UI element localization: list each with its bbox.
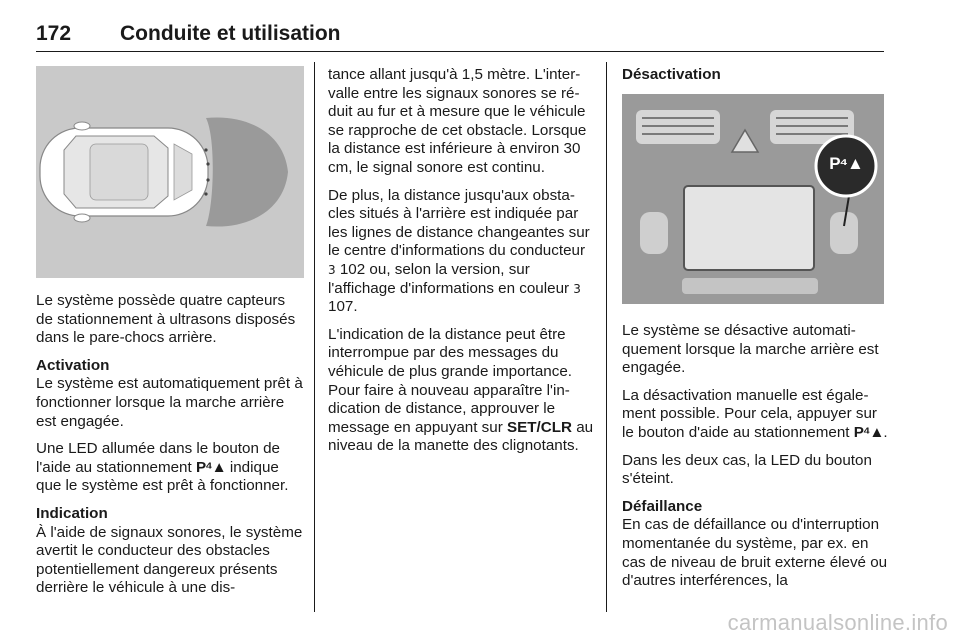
interruption-text-end: au niveau de la manette des clignotants. — [328, 418, 594, 455]
activation-text: Une LED allumée dans le bouton de l'aide au stationnement — [36, 440, 281, 476]
display-paragraph — [328, 187, 596, 317]
manual-deactivation-paragraph — [622, 387, 890, 443]
activation-heading: Activation — [36, 356, 110, 374]
indication-heading: Indication — [36, 504, 108, 522]
watermark: carmanualsonline.info — [727, 610, 948, 635]
park-assist-button-label: P⁴▲ — [829, 154, 863, 173]
distance-paragraph: tance allant jusqu'à 1,5 mètre. L'intervalle entre les signaux sonores se réduit au fur et à mesure que le véhicule se rapproche de cet obstacle. Lorsque la distance est inférieure à environ 30 cm, le signal sonore est continu. — [328, 66, 587, 176]
indication-paragraph: À l'aide de signaux sonores, le système avertit le conducteur des obstacles potentiellement dangereux présents derrière le véhicule à une dis- — [36, 523, 303, 597]
activation-paragraph-1: Le système est automatiquement prêt à fonctionner lorsque la marche arrière est engagée. — [36, 375, 303, 430]
manual-deactivation-text: La désactivation manuelle est également possible. Pour cela, appuyer sur le bouton d'aide au stationnement — [622, 386, 877, 441]
reference-arrow-icon: 3 — [328, 262, 336, 277]
led-paragraph: Dans les deux cas, la LED du bouton s'éteint. — [622, 451, 872, 488]
activation-paragraph-2 — [36, 440, 304, 496]
reference-107[interactable]: 107. — [328, 298, 358, 316]
column-1 — [36, 292, 304, 607]
page-number: 172 — [36, 22, 72, 45]
activation-text-end: indique que le système est prêt à fonctionner. — [36, 458, 289, 495]
interruption-text: L'indication de la distance peut être interrompue par des messages du véhicule de plus grande importance. Pour faire à nouveau apparaître l'indication de distance, approuver le message en appuyant sur — [328, 325, 572, 436]
display-text: De plus, la distance jusqu'aux obstacles situés à l'arrière est indiquée par les lignes de distance changeantes sur le centre d'informations du conducteur — [328, 186, 590, 260]
parking-sensor-illustration — [36, 66, 304, 278]
reference-arrow-icon: 3 — [573, 281, 581, 296]
intro-paragraph: Le système possède quatre capteurs de stationnement à ultrasons disposés dans le pare-chocs arrière. — [36, 292, 296, 347]
column-2 — [328, 66, 596, 465]
reference-102[interactable]: 102 ou, selon la version, sur l'affichage d'informations en couleur — [328, 260, 574, 297]
header-rule — [36, 51, 884, 52]
interruption-paragraph — [328, 326, 596, 456]
park-assist-symbol: P⁴▲ — [195, 458, 226, 476]
park-assist-symbol: P⁴▲ — [853, 423, 884, 441]
column-divider-1 — [314, 62, 315, 612]
column-divider-2 — [606, 62, 607, 612]
page-header — [36, 22, 884, 52]
auto-deactivation-paragraph: Le système se désactive automatiquement lorsque la marche arrière est engagée. — [622, 322, 879, 377]
dashboard-illustration — [622, 94, 884, 304]
deactivation-heading: Désactivation — [622, 66, 721, 83]
set-clr-label: SET/CLR — [507, 418, 572, 436]
chapter-title: Conduite et utilisation — [120, 22, 341, 45]
failure-heading: Défaillance — [622, 497, 703, 515]
column-3 — [622, 322, 890, 600]
failure-paragraph: En cas de défaillance ou d'interruption momentanée du système, par ex. en cas de niveau de bruit externe élevé ou d'autres interférences, la — [622, 516, 888, 590]
manual-deactivation-end: . — [883, 423, 888, 441]
